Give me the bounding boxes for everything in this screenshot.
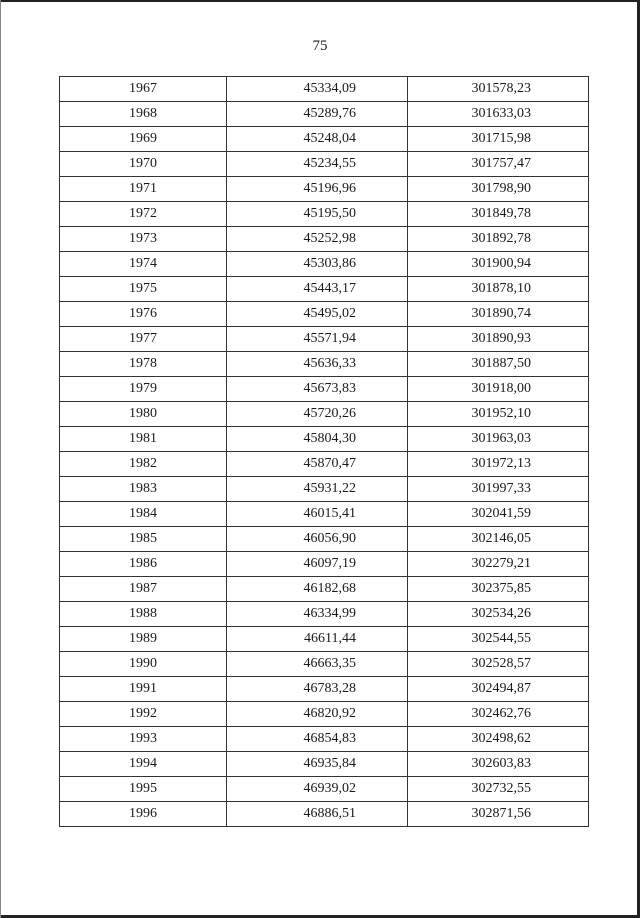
table-row bbox=[60, 627, 589, 652]
value-b-cell: 301890,93 bbox=[408, 327, 589, 352]
value-a-cell: 46939,02 bbox=[227, 777, 408, 802]
value-b-cell: 301849,78 bbox=[408, 202, 589, 227]
scan-edge-left bbox=[0, 0, 1, 918]
year-cell: 1981 bbox=[60, 427, 227, 452]
value-a-cell: 45495,02 bbox=[227, 302, 408, 327]
table-row bbox=[60, 652, 589, 677]
value-b-cell: 301633,03 bbox=[408, 102, 589, 127]
table-row bbox=[60, 402, 589, 427]
year-cell: 1968 bbox=[60, 102, 227, 127]
year-cell: 1987 bbox=[60, 577, 227, 602]
year-cell: 1976 bbox=[60, 302, 227, 327]
table-row bbox=[60, 602, 589, 627]
value-a-cell: 45248,04 bbox=[227, 127, 408, 152]
table-row bbox=[60, 127, 589, 152]
value-b-cell: 302498,62 bbox=[408, 727, 589, 752]
value-a-cell: 46015,41 bbox=[227, 502, 408, 527]
value-b-cell: 301892,78 bbox=[408, 227, 589, 252]
value-a-cell: 46820,92 bbox=[227, 702, 408, 727]
value-a-cell: 45673,83 bbox=[227, 377, 408, 402]
year-cell: 1992 bbox=[60, 702, 227, 727]
value-b-cell: 302528,57 bbox=[408, 652, 589, 677]
value-b-cell: 301900,94 bbox=[408, 252, 589, 277]
value-a-cell: 46334,99 bbox=[227, 602, 408, 627]
year-cell: 1967 bbox=[60, 77, 227, 102]
value-a-cell: 45234,55 bbox=[227, 152, 408, 177]
table-row bbox=[60, 502, 589, 527]
value-a-cell: 46056,90 bbox=[227, 527, 408, 552]
year-cell: 1972 bbox=[60, 202, 227, 227]
value-b-cell: 301578,23 bbox=[408, 77, 589, 102]
table-row bbox=[60, 177, 589, 202]
value-b-cell: 302603,83 bbox=[408, 752, 589, 777]
value-b-cell: 301918,00 bbox=[408, 377, 589, 402]
value-b-cell: 302146,05 bbox=[408, 527, 589, 552]
value-a-cell: 46097,19 bbox=[227, 552, 408, 577]
value-b-cell: 302544,55 bbox=[408, 627, 589, 652]
value-a-cell: 45443,17 bbox=[227, 277, 408, 302]
table-row bbox=[60, 327, 589, 352]
year-cell: 1983 bbox=[60, 477, 227, 502]
year-cell: 1995 bbox=[60, 777, 227, 802]
value-a-cell: 45804,30 bbox=[227, 427, 408, 452]
value-b-cell: 302494,87 bbox=[408, 677, 589, 702]
table-row bbox=[60, 802, 589, 827]
year-cell: 1971 bbox=[60, 177, 227, 202]
table-row bbox=[60, 277, 589, 302]
value-b-cell: 301972,13 bbox=[408, 452, 589, 477]
table-row bbox=[60, 227, 589, 252]
value-a-cell: 46182,68 bbox=[227, 577, 408, 602]
year-cell: 1986 bbox=[60, 552, 227, 577]
value-a-cell: 45196,96 bbox=[227, 177, 408, 202]
year-cell: 1990 bbox=[60, 652, 227, 677]
value-a-cell: 46663,35 bbox=[227, 652, 408, 677]
value-b-cell: 301952,10 bbox=[408, 402, 589, 427]
table-row bbox=[60, 352, 589, 377]
value-b-cell: 302279,21 bbox=[408, 552, 589, 577]
value-a-cell: 45195,50 bbox=[227, 202, 408, 227]
table-row bbox=[60, 152, 589, 177]
value-b-cell: 302041,59 bbox=[408, 502, 589, 527]
value-b-cell: 301997,33 bbox=[408, 477, 589, 502]
value-a-cell: 45252,98 bbox=[227, 227, 408, 252]
table-row bbox=[60, 777, 589, 802]
year-cell: 1985 bbox=[60, 527, 227, 552]
value-a-cell: 46935,84 bbox=[227, 752, 408, 777]
table-row bbox=[60, 702, 589, 727]
value-b-cell: 301798,90 bbox=[408, 177, 589, 202]
page-number: 75 bbox=[312, 38, 328, 54]
table-row bbox=[60, 427, 589, 452]
value-b-cell: 301715,98 bbox=[408, 127, 589, 152]
table-row bbox=[60, 377, 589, 402]
year-cell: 1988 bbox=[60, 602, 227, 627]
value-a-cell: 45870,47 bbox=[227, 452, 408, 477]
table-row bbox=[60, 577, 589, 602]
year-cell: 1974 bbox=[60, 252, 227, 277]
value-a-cell: 45636,33 bbox=[227, 352, 408, 377]
year-cell: 1980 bbox=[60, 402, 227, 427]
value-a-cell: 45720,26 bbox=[227, 402, 408, 427]
value-b-cell: 302534,26 bbox=[408, 602, 589, 627]
value-b-cell: 301890,74 bbox=[408, 302, 589, 327]
table-row bbox=[60, 477, 589, 502]
value-a-cell: 45289,76 bbox=[227, 102, 408, 127]
value-b-cell: 302732,55 bbox=[408, 777, 589, 802]
table-row bbox=[60, 752, 589, 777]
table-row bbox=[60, 727, 589, 752]
value-a-cell: 46611,44 bbox=[227, 627, 408, 652]
year-cell: 1978 bbox=[60, 352, 227, 377]
year-cell: 1991 bbox=[60, 677, 227, 702]
value-a-cell: 46783,28 bbox=[227, 677, 408, 702]
table-row bbox=[60, 452, 589, 477]
value-b-cell: 302462,76 bbox=[408, 702, 589, 727]
year-cell: 1979 bbox=[60, 377, 227, 402]
year-cell: 1970 bbox=[60, 152, 227, 177]
value-b-cell: 302375,85 bbox=[408, 577, 589, 602]
value-b-cell: 302871,56 bbox=[408, 802, 589, 827]
year-cell: 1973 bbox=[60, 227, 227, 252]
table-row bbox=[60, 252, 589, 277]
value-a-cell: 45303,86 bbox=[227, 252, 408, 277]
year-cell: 1996 bbox=[60, 802, 227, 827]
value-b-cell: 301757,47 bbox=[408, 152, 589, 177]
table-row bbox=[60, 677, 589, 702]
table-row bbox=[60, 552, 589, 577]
value-a-cell: 45571,94 bbox=[227, 327, 408, 352]
table-row bbox=[60, 77, 589, 102]
year-cell: 1975 bbox=[60, 277, 227, 302]
year-cell: 1993 bbox=[60, 727, 227, 752]
value-b-cell: 301878,10 bbox=[408, 277, 589, 302]
year-cell: 1969 bbox=[60, 127, 227, 152]
year-cell: 1994 bbox=[60, 752, 227, 777]
value-a-cell: 45931,22 bbox=[227, 477, 408, 502]
value-b-cell: 301887,50 bbox=[408, 352, 589, 377]
table-row bbox=[60, 202, 589, 227]
year-cell: 1982 bbox=[60, 452, 227, 477]
year-cell: 1977 bbox=[60, 327, 227, 352]
value-a-cell: 45334,09 bbox=[227, 77, 408, 102]
table-body bbox=[60, 77, 589, 827]
year-cell: 1989 bbox=[60, 627, 227, 652]
year-cell: 1984 bbox=[60, 502, 227, 527]
value-b-cell: 301963,03 bbox=[408, 427, 589, 452]
table-row bbox=[60, 527, 589, 552]
value-a-cell: 46886,51 bbox=[227, 802, 408, 827]
data-table bbox=[59, 76, 589, 827]
scan-edge-top bbox=[0, 0, 640, 2]
table-row bbox=[60, 102, 589, 127]
table-row bbox=[60, 302, 589, 327]
value-a-cell: 46854,83 bbox=[227, 727, 408, 752]
